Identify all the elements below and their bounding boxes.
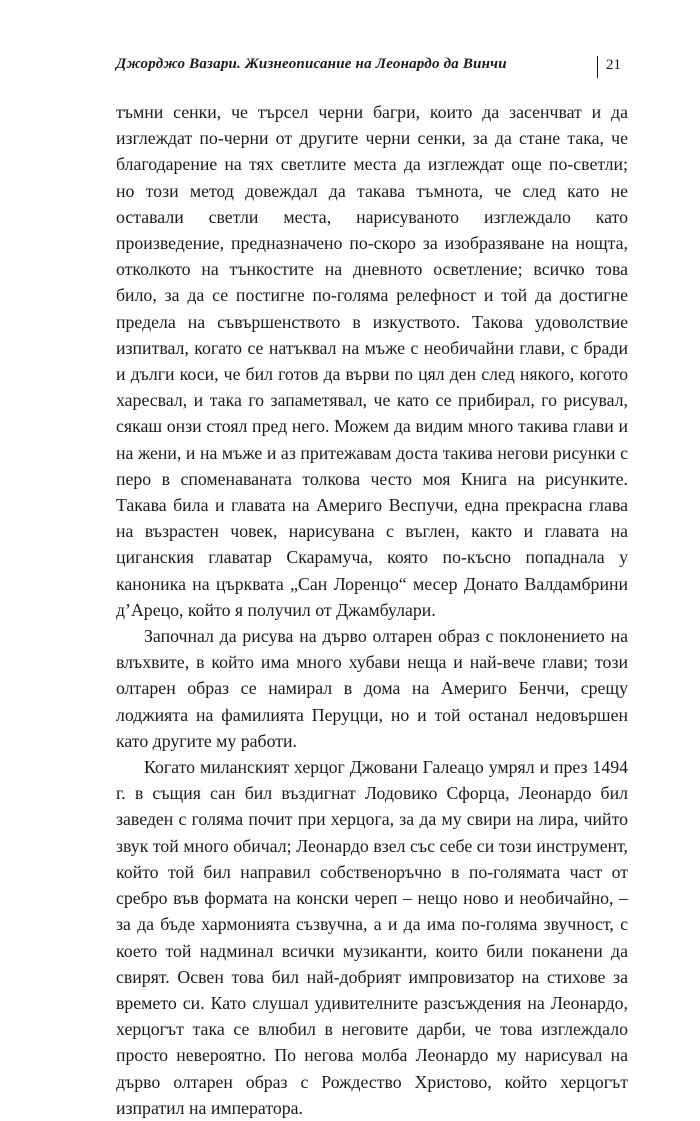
- running-title: Джорджо Вазари. Жизнеописание на Леонардо да Винчи: [116, 56, 507, 72]
- paragraph-2: Започнал да рисува на дърво олтарен образ с поклонението на влъхвите, в който има много хубави неща и най-вече глави; този олтарен образ се намирал в дома на Америго Бенчи, срещу лоджията на фамилията Перуцци, но и той останал недовършен като другите му работи.: [116, 626, 628, 751]
- page-number: 21: [606, 57, 621, 73]
- page-header: [116, 56, 628, 82]
- body-text: [116, 99, 628, 1121]
- paragraph-3: Когато миланският херцог Джовани Галеацо умрял и през 1494 г. в същия сан бил въздигнат Лодовико Сфорца, Леонардо бил заведен с голяма почит при херцога, за да му свири на лира, чийто звук той много обичал; Леонардо взел със себе си този инструмент, който той бил направил собственоръчно в по-голямата част от сребро във формата на конски череп – нещо ново и необичайно, – за да бъде хармонията съзвучна, а и да има по-голяма звучност, с което той надминал всички музиканти, които били поканени да свирят. Освен това бил най-добрият импровизатор на стихове за времето си. Като слушал удивителните разсъждения на Леонардо, херцогът така се влюбил в неговите дарби, че това изглеждало просто невероятно. По негова молба Леонардо му нарисувал на дърво олтарен образ с Рождество Христово, който херцогът изпратил на императора.: [116, 757, 628, 1118]
- paragraph-1: тъмни сенки, че търсел черни багри, които да засенчват и да изглеждат по-черни от другите черни сенки, за да стане така, че благодарение на тях светлите места да изглеждат още по-светли; но този метод довеждал да такава тъмнота, че след като не оставали светли места, нарисуваното изглеждало като произведение, предназначено по-скоро за изобразяване на нощта, отколкото на тънкостите на дневното осветление; всичко това било, за да се постигне по-голяма релефност и той да достигне предела на съвършенството в изкуството. Такова удоволствие изпитвал, когато се натъквал на мъже с необичайни глави, с бради и дълги коси, че бил готов да върви по цял ден след някого, когото харесвал, и така го запаметявал, че като се прибирал, го рисувал, сякаш онзи стоял пред него. Можем да видим много такива глави и на жени, и на мъже и аз притежавам доста такива негови рисунки с перо в споменаваната толкова често моя Книга на рисунките. Такава била и главата на Америго Веспучи, една прекрасна глава на възрастен човек, нарисувана с въглен, както и главата на циганския главатар Скарамуча, която по-късно попаднала у каноника на църквата „Сан Лоренцо“ месер Донато Валдамбрини д’Арецо, който я получил от Джамбулари.: [116, 102, 628, 620]
- header-divider: [597, 56, 598, 78]
